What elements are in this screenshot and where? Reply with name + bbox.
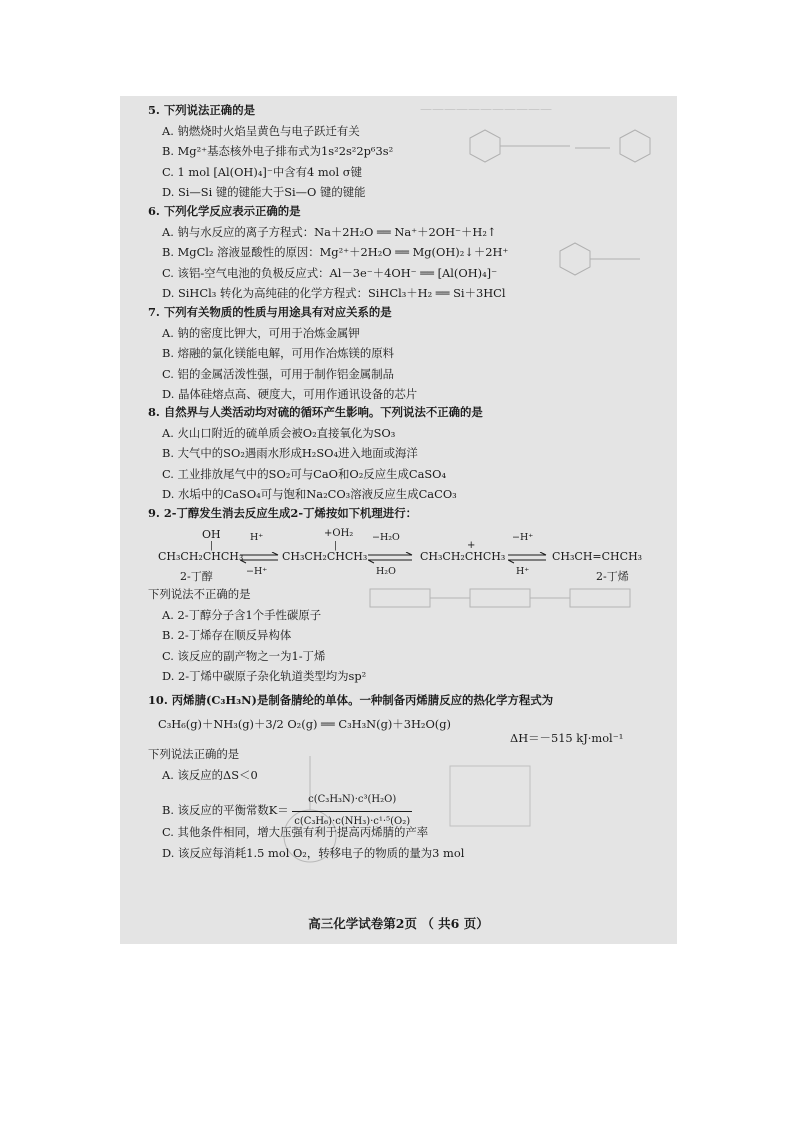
question-6	[148, 201, 508, 304]
option-c: C. 1 mol [Al(OH)₄]⁻中含有4 mol σ键	[162, 164, 362, 179]
option-a: A. 2-丁醇分子含1个手性碳原子	[162, 607, 322, 622]
carbocation-charge: +	[467, 540, 476, 551]
question-stem: 10. 丙烯腈(C₃H₃N)是制备腈纶的单体。一种制备丙烯腈反应的热化学方程式为	[148, 693, 554, 707]
equilibrium-arrow-icon	[508, 552, 548, 564]
question-9-stem	[148, 503, 417, 524]
equilibrium-arrow-icon	[368, 552, 414, 564]
question-10-stem	[148, 690, 553, 711]
option-c: C. 该铝-空气电池的负极反应式：Al－3e⁻＋4OH⁻ ══ [Al(OH)₄]⁻	[162, 265, 498, 280]
option-b: B. Mg²⁺基态核外电子排布式为1s²2s²2p⁶3s²	[162, 144, 394, 159]
protonated-oh-label: +OH₂	[324, 528, 354, 539]
k-numerator: c(C₃H₃N)·c³(H₂O)	[292, 790, 412, 812]
question-10-options	[148, 744, 258, 785]
option-b: B. 熔融的氯化镁能电解，可用作冶炼镁的原料	[162, 346, 395, 361]
question-stem: 9. 2-丁醇发生消去反应生成2-丁烯按如下机理进行：	[148, 506, 417, 520]
k-denominator: c(C₃H₆)·c(NH₃)·c¹·⁵(O₂)	[294, 815, 411, 827]
bleed-through-structure-icon	[500, 236, 660, 296]
option-d: D. SiHCl₃ 转化为高纯硅的化学方程式：SiHCl₃＋H₂ ══ Si＋3HCl	[162, 286, 506, 301]
question-7	[148, 302, 417, 405]
question-10-options-cd	[148, 822, 464, 863]
step3-top-label: −H⁺	[512, 532, 534, 543]
option-d: D. 水垢中的CaSO₄可与饱和Na₂CO₃溶液反应生成CaCO₃	[162, 487, 457, 502]
intermediate2-formula: CH₃CH₂CHCH₃	[420, 550, 506, 563]
option-c: C. 铝的金属活泼性强，可用于制作铝金属制品	[162, 366, 394, 381]
option-d: D. 该反应每消耗1.5 mol O₂，转移电子的物质的量为3 mol	[162, 845, 465, 860]
question-prompt: 下列说法不正确的是	[148, 587, 251, 601]
question-prompt: 下列说法正确的是	[148, 747, 240, 761]
bond-line: |	[210, 541, 214, 551]
page-footer: 高三化学试卷第2页 （ 共6 页）	[308, 916, 489, 931]
option-d: D. Si—Si 键的键能大于Si—O 键的键能	[162, 185, 366, 200]
bleed-through-text: ———————————	[420, 102, 552, 116]
option-b: B. 大气中的SO₂遇雨水形成H₂SO₄进入地面或海洋	[162, 446, 418, 461]
thermochemical-equation: C₃H₆(g)＋NH₃(g)＋3/2 O₂(g) ══ C₃H₃N(g)＋3H₂O(g)	[158, 717, 451, 731]
option-a: A. 钠燃烧时火焰呈黄色与电子跃迁有关	[162, 123, 360, 138]
bleed-through-structure-icon	[450, 118, 670, 178]
intermediate1-formula: CH₃CH₂CHCH₃	[282, 550, 368, 563]
option-a: A. 该反应的ΔS＜0	[162, 767, 258, 782]
step1-top-label: H⁺	[250, 532, 264, 543]
option-d: D. 晶体硅熔点高、硬度大，可用作通讯设备的芯片	[162, 387, 418, 402]
step3-bottom-label: H⁺	[516, 566, 530, 577]
question-stem: 5. 下列说法正确的是	[148, 103, 255, 117]
question-stem: 7. 下列有关物质的性质与用途具有对应关系的是	[148, 305, 392, 319]
equilibrium-arrow-icon	[240, 552, 280, 564]
option-a: A. 火山口附近的硫单质会被O₂直接氧化为SO₃	[162, 425, 396, 440]
step2-bottom-label: H₂O	[376, 566, 396, 577]
product-name: 2-丁烯	[596, 570, 629, 583]
step2-top-label: −H₂O	[372, 532, 400, 543]
question-8	[148, 402, 483, 505]
bond-line: |	[334, 541, 338, 551]
option-b: B. MgCl₂ 溶液显酸性的原因：Mg²⁺＋2H₂O ══ Mg(OH)₂↓＋2H⁺	[162, 245, 509, 260]
option-b: B. 2-丁烯存在顺反异构体	[162, 628, 292, 643]
option-b-prefix: B. 该反应的平衡常数K＝	[162, 803, 289, 818]
question-stem: 8. 自然界与人类活动均对硫的循环产生影响。下列说法不正确的是	[148, 405, 483, 419]
hydroxyl-label: OH	[202, 528, 221, 541]
option-c: C. 其他条件相同，增大压强有利于提高丙烯腈的产率	[162, 825, 429, 839]
question-9-options	[148, 584, 366, 687]
question-stem: 6. 下列化学反应表示正确的是	[148, 204, 301, 218]
step1-bottom-label: −H⁺	[246, 566, 268, 577]
option-a: A. 钠与水反应的离子方程式：Na＋2H₂O ══ Na⁺＋2OH⁻＋H₂↑	[162, 224, 497, 239]
option-a: A. 钠的密度比钾大，可用于冶炼金属钾	[162, 325, 360, 340]
reactant-formula: CH₃CH₂CHCH₃	[158, 550, 244, 563]
option-c: C. 该反应的副产物之一为1-丁烯	[162, 648, 326, 663]
reactant-name: 2-丁醇	[180, 570, 213, 583]
option-c: C. 工业排放尾气中的SO₂可与CaO和O₂反应生成CaSO₄	[162, 466, 447, 481]
question-5	[148, 100, 393, 203]
product-formula: CH₃CH=CHCH₃	[552, 550, 643, 563]
scanned-exam-page	[120, 96, 677, 944]
enthalpy-change: ΔH＝－515 kJ·mol⁻¹	[510, 731, 624, 745]
option-d: D. 2-丁烯中碳原子杂化轨道类型均为sp²	[162, 669, 367, 684]
